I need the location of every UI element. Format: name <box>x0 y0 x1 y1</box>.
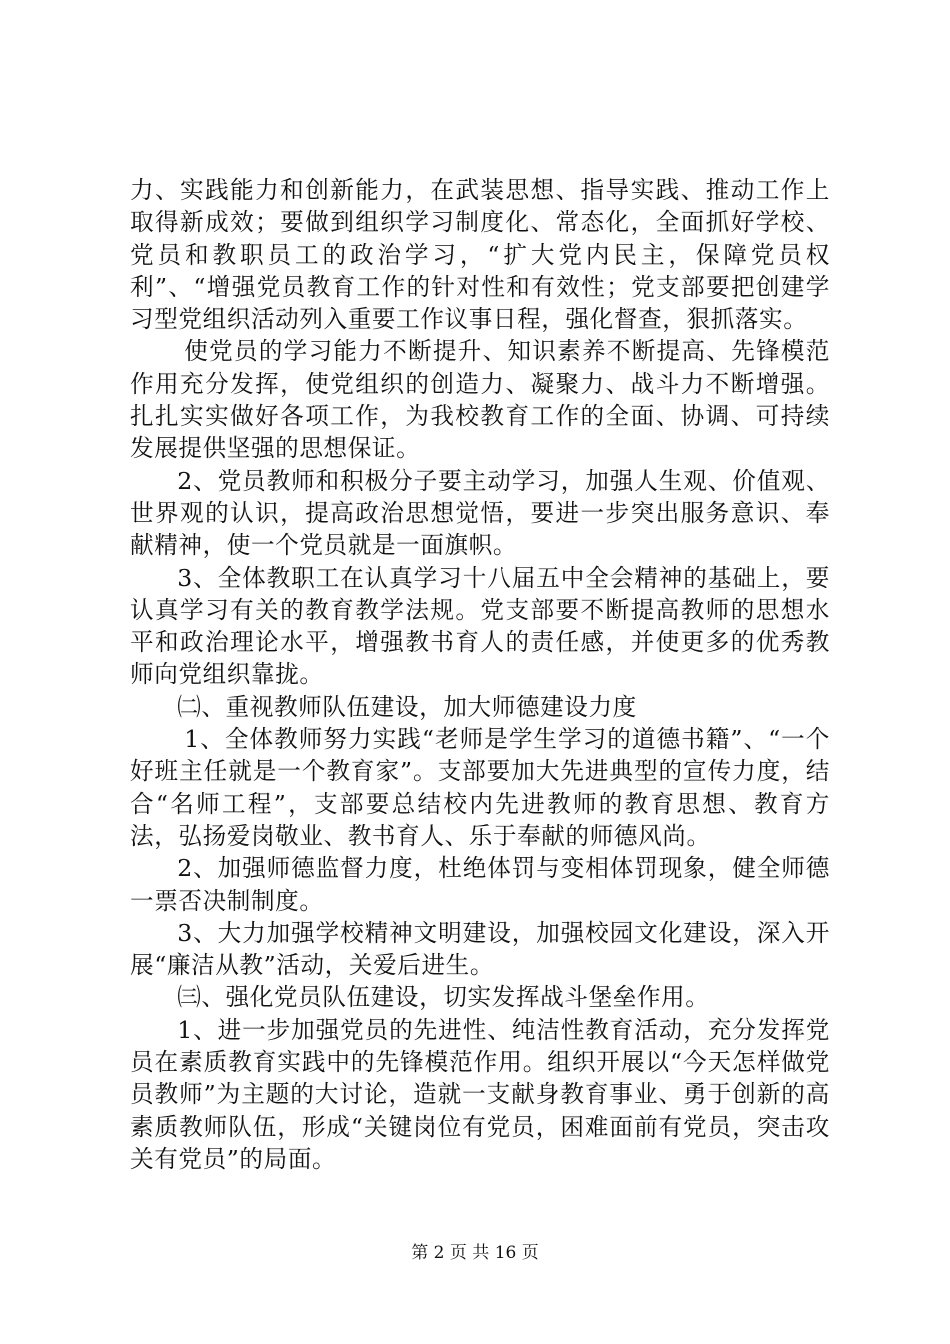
paragraph: 力、实践能力和创新能力，在武装思想、指导实践、推动工作上取得新成效；要做到组织学习制度化、常态化，全面抓好学校、党员和教职员工的政治学习，“扩大党内民主，保障党员权利”、“增强党员教育工作的针对性和有效性；党支部要把创建学习型党组织活动列入重要工作议事日程，强化督查，狠抓落实。 <box>130 176 830 334</box>
paragraph: 1、进一步加强党员的先进性、纯洁性教育活动，充分发挥党员在素质教育实践中的先锋模范作用。组织开展以“今天怎样做党员教师”为主题的大讨论，造就一支献身教育事业、勇于创新的高素质教师队伍，形成“关键岗位有党员，困难面前有党员，突击攻关有党员”的局面。 <box>130 1015 830 1173</box>
section-heading: ㈡、重视教师队伍建设，加大师德建设力度 <box>177 692 637 721</box>
section-heading: ㈢、强化党员队伍建设，切实发挥战斗堡垒作用。 <box>177 983 710 1012</box>
document-body <box>130 174 830 1175</box>
paragraph: 1、全体教师努力实践“老师是学生学习的道德书籍”、“一个好班主任就是一个教育家”。支部要加大先进典型的宣传力度，结合“名师工程”，支部要总结校内先进教师的教育思想、教育方法，弘扬爱岗敬业、教书育人、乐于奉献的师德风尚。 <box>130 725 830 850</box>
paragraph: 2、加强师德监督力度，杜绝体罚与变相体罚现象，健全师德一票否决制制度。 <box>130 854 830 915</box>
paragraph: 3、大力加强学校精神文明建设，加强校园文化建设，深入开展“廉洁从教”活动，关爱后进生。 <box>130 918 830 980</box>
paragraph: 使党员的学习能力不断提升、知识素养不断提高、先锋模范作用充分发挥，使党组织的创造力、凝聚力、战斗力不断增强。扎扎实实做好各项工作，为我校教育工作的全面、协调、可持续发展提供坚强的思想保证。 <box>130 337 830 463</box>
page-number-footer: 第 2 页 共 16 页 <box>411 1243 539 1263</box>
paragraph: 3、全体教职工在认真学习十八届五中全会精神的基础上，要认真学习有关的教育教学法规。党支部要不断提高教师的思想水平和政治理论水平，增强教书育人的责任感，并使更多的优秀教师向党组织靠拢。 <box>130 563 830 689</box>
paragraph: 2、党员教师和积极分子要主动学习，加强人生观、价值观、世界观的认识，提高政治思想觉悟，要进一步突出服务意识、奉献精神，使一个党员就是一面旗帜。 <box>130 466 830 560</box>
